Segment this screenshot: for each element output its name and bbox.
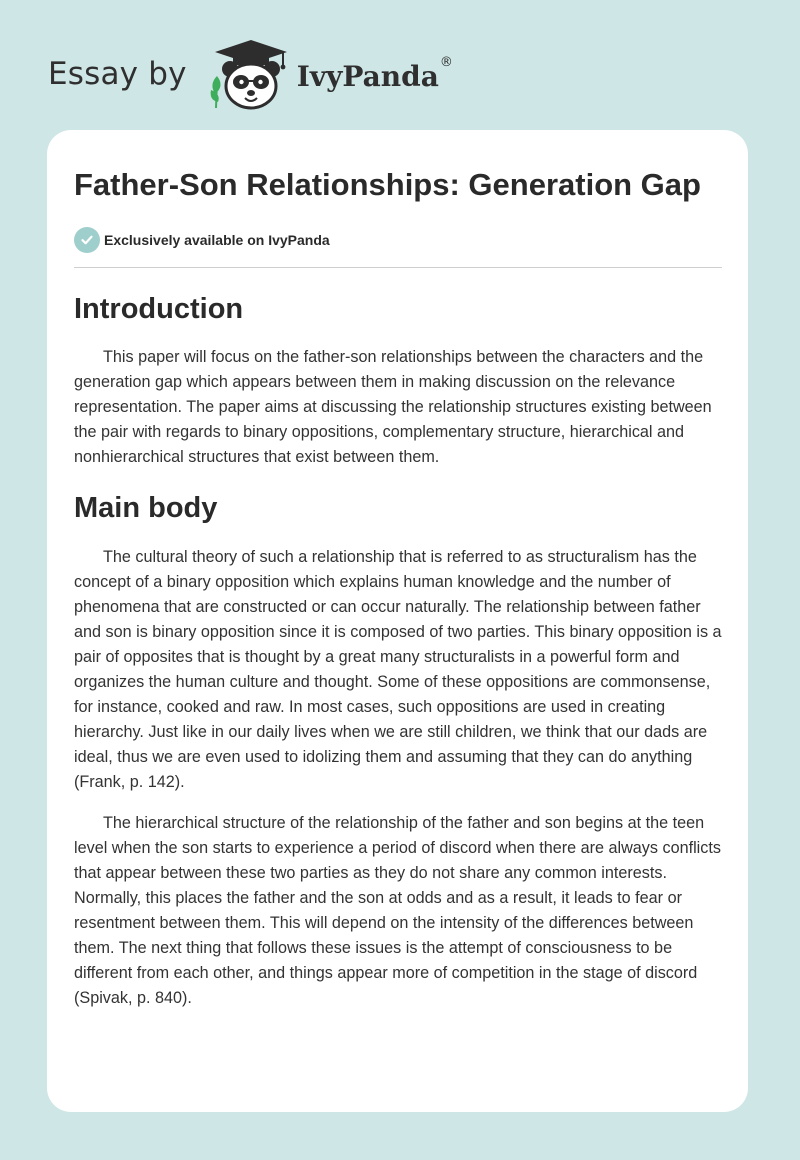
- essay-by-label: Essay by: [48, 56, 187, 92]
- panda-logo-icon[interactable]: [203, 36, 295, 112]
- paragraph: The hierarchical structure of the relationship of the father and son begins at the teen level when the son starts to experience a period of discord when there are always conflicts that appear between these two parties as they do not share any common interests. Normally, this places the father and the son at odds and as a result, it leads to fear or resentment between them. This will depend on the intensity of the differences between them. The next thing that follows these issues is the attempt of consciousness to be different from each other, and things appear more of competition in the stage of discord (Spivak, p. 840).: [74, 814, 721, 1007]
- paragraph: The cultural theory of such a relationship that is referred to as structuralism has the concept of a binary opposition which explains human knowledge and the number of phenomena that are constructed or can occur naturally. The relationship between father and son is binary opposition since it is composed of two parties. This binary opposition is a pair of opposites that is thought by a great many structuralists in a powerful form and organizes the human culture and thought. Some of these oppositions are commonsense, for instance, cooked and raw. In most cases, such oppositions are used in creating hierarchy. Just like in our daily lives when we are still children, we think that our dads are ideal, thus we are even used to idolizing them and assuming that they can do anything (Frank, p. 142).: [74, 548, 722, 791]
- exclusive-label: Exclusively available on IvyPanda: [104, 232, 330, 248]
- check-circle-icon: [74, 227, 100, 253]
- site-header: [48, 34, 453, 114]
- section-heading-main-body: Main body: [74, 492, 218, 524]
- article-title: Father-Son Relationships: Generation Gap: [74, 167, 701, 202]
- registered-mark: ®: [439, 54, 453, 70]
- article-content: [74, 164, 723, 1011]
- brand-name[interactable]: IvyPanda: [296, 59, 439, 93]
- section-heading-introduction: Introduction: [74, 293, 244, 325]
- paragraph: This paper will focus on the father-son relationships between the characters and the generation gap which appears between them in making discussion on the relevance representation. The paper aims at discussing the relationship structures existing between the pair with regards to binary oppositions, complementary structure, hierarchical and nonhierarchical structures that exist between them.: [74, 348, 712, 466]
- exclusive-badge: [74, 227, 723, 253]
- article-card: [47, 130, 748, 1112]
- divider: [74, 267, 722, 268]
